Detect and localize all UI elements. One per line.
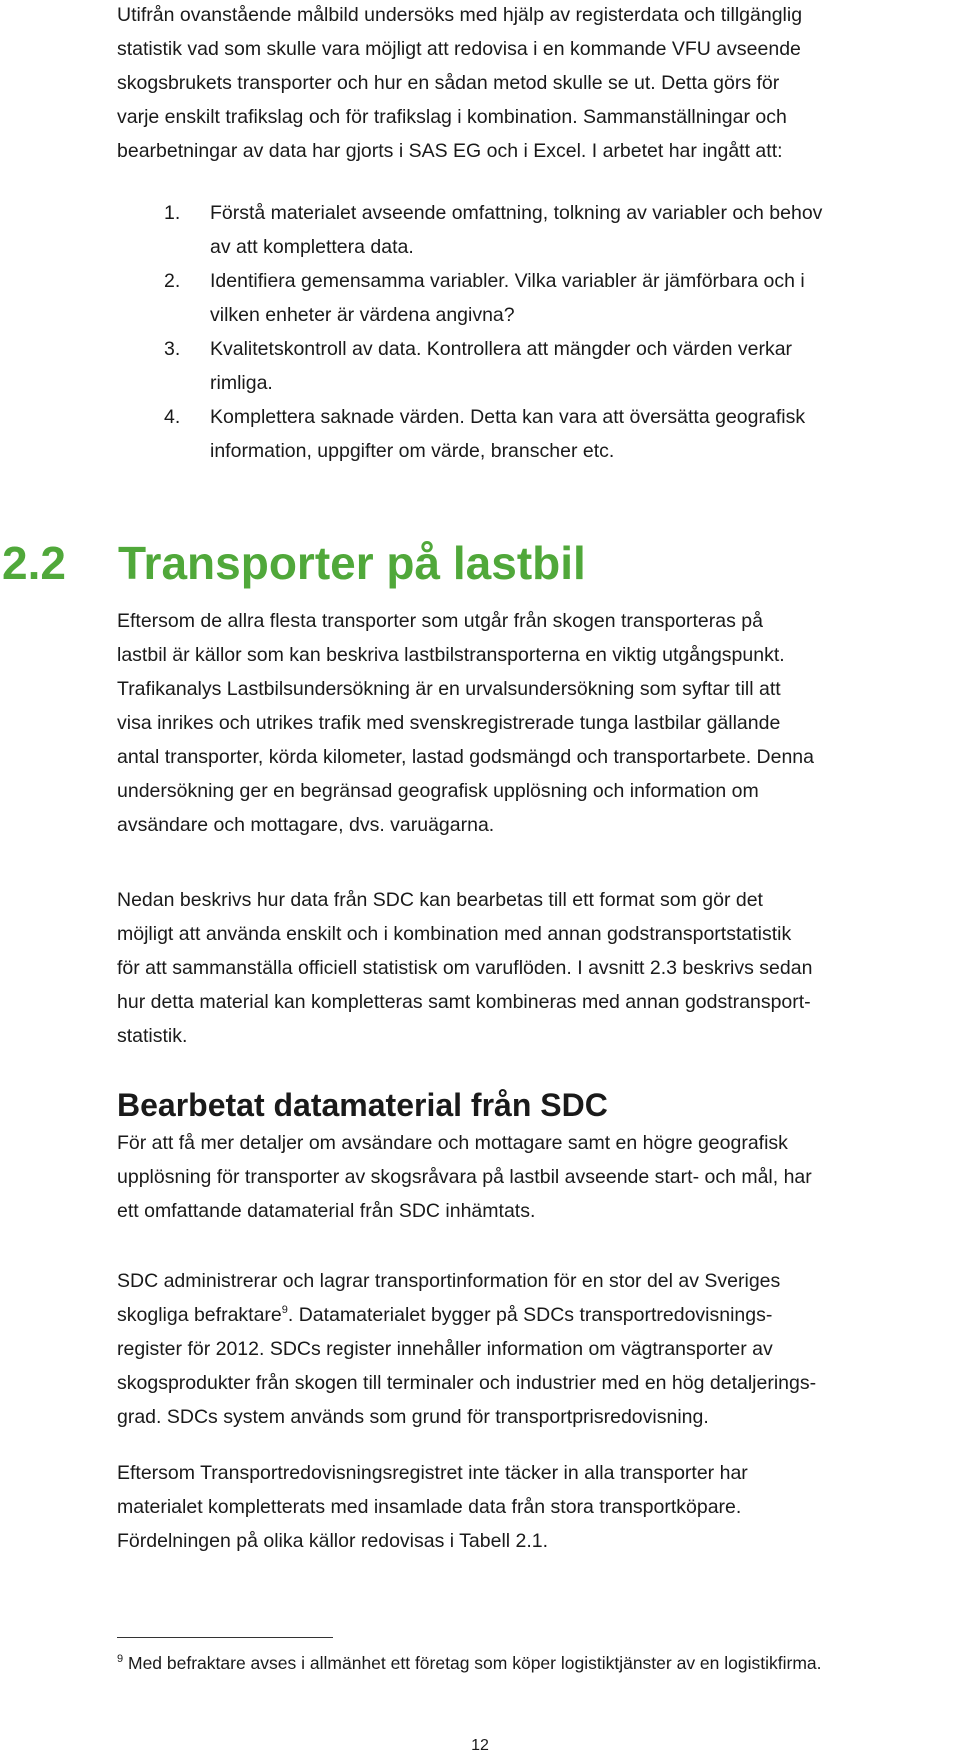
footnote-text: Med befraktare avses i allmänhet ett företag som köper logistiktjänster av en logistikfirma. <box>128 1653 822 1673</box>
text-line: antal transporter, körda kilometer, lastad godsmängd och transportarbete. Denna <box>117 746 814 768</box>
list-number: 3. <box>164 338 181 360</box>
footnote <box>117 1651 960 1675</box>
section-number: 2.2 <box>2 537 66 589</box>
paragraph-detaljer <box>117 1126 960 1228</box>
text-line: För att få mer detaljer om avsändare och mottagare samt en högre geografisk <box>117 1132 788 1154</box>
text-line: vilken enheter är värdena angivna? <box>210 304 515 326</box>
paragraph-lastbil <box>117 604 960 842</box>
paragraph-transportkopare <box>117 1456 960 1558</box>
text-line: Utifrån ovanstående målbild undersöks med hjälp av registerdata och tillgänglig <box>117 4 803 26</box>
intro-paragraph <box>117 0 960 168</box>
text-line: rimliga. <box>210 372 273 394</box>
footnote-divider <box>117 1637 333 1638</box>
text-line: hur detta material kan kompletteras samt kombineras med annan godstransport- <box>117 991 811 1013</box>
section-heading <box>2 536 586 590</box>
text-line: grad. SDCs system används som grund för transportprisredovisning. <box>117 1406 709 1428</box>
list-item <box>164 264 944 332</box>
text-line: Identifiera gemensamma variabler. Vilka variabler är jämförbara och i <box>210 270 805 292</box>
text-line: upplösning för transporter av skogsråvara på lastbil avseende start- och mål, har <box>117 1166 812 1188</box>
footnote-marker: 9 <box>117 1653 124 1665</box>
list-number: 4. <box>164 406 181 428</box>
text-line: Eftersom de allra flesta transporter som utgår från skogen transporteras på <box>117 610 763 632</box>
text-line <box>117 1298 960 1332</box>
page-number: 12 <box>471 1737 489 1754</box>
list-number: 2. <box>164 270 181 292</box>
work-steps-list <box>164 196 944 468</box>
subsection-heading: Bearbetat datamaterial från SDC <box>117 1087 608 1123</box>
text-line: Eftersom Transportredovisningsregistret inte täcker in alla transporter har <box>117 1462 748 1484</box>
list-number: 1. <box>164 202 181 224</box>
text-line: bearbetningar av data har gjorts i SAS EG och i Excel. I arbetet har ingått att: <box>117 140 783 162</box>
text-line: möjligt att använda enskilt och i kombination med annan godstransportstatistik <box>117 923 792 945</box>
text-line: statistik vad som skulle vara möjligt att redovisa i en kommande VFU avseende <box>117 38 801 60</box>
paragraph-sdc-intro <box>117 883 960 1053</box>
text-line: Nedan beskrivs hur data från SDC kan bearbetas till ett format som gör det <box>117 889 763 911</box>
text-line: skogsprodukter från skogen till terminaler och industrier med en hög detaljerings- <box>117 1372 817 1394</box>
footnote-reference[interactable]: 9 <box>281 1304 288 1316</box>
text-line: lastbil är källor som kan beskriva lastbilstransporterna en viktig utgångspunkt. <box>117 644 785 666</box>
list-item <box>164 400 944 468</box>
text-line: Fördelningen på olika källor redovisas i Tabell 2.1. <box>117 1530 549 1552</box>
text-line: av att komplettera data. <box>210 236 414 258</box>
text-line: Kvalitetskontroll av data. Kontrollera att mängder och värden verkar <box>210 338 793 360</box>
text-span: . Datamaterialet bygger på SDCs transportredovisnings- <box>287 1304 773 1326</box>
text-line: ett omfattande datamaterial från SDC inhämtats. <box>117 1200 536 1222</box>
text-line: skogsbrukets transporter och hur en sådan metod skulle se ut. Detta görs för <box>117 72 780 94</box>
list-item <box>164 332 944 400</box>
paragraph-sdc-register <box>117 1264 960 1434</box>
text-line: avsändare och mottagare, dvs. varuägarna. <box>117 814 495 836</box>
list-item <box>164 196 944 264</box>
text-line: register för 2012. SDCs register innehåller information om vägtransporter av <box>117 1338 773 1360</box>
text-line: undersökning ger en begränsad geografisk upplösning och information om <box>117 780 759 802</box>
text-span: skogliga befraktare <box>117 1304 282 1326</box>
text-line: varje enskilt trafikslag och för trafikslag i kombination. Sammanställningar och <box>117 106 787 128</box>
section-title: Transporter på lastbil <box>118 537 586 589</box>
text-line: för att sammanställa officiell statistisk om varuflöden. I avsnitt 2.3 beskrivs sedan <box>117 957 813 979</box>
text-line: materialet kompletterats med insamlade data från stora transportköpare. <box>117 1496 742 1518</box>
text-line: Trafikanalys Lastbilsundersökning är en urvalsundersökning som syftar till att <box>117 678 781 700</box>
text-line: SDC administrerar och lagrar transportinformation för en stor del av Sveriges <box>117 1270 781 1292</box>
text-line: Förstå materialet avseende omfattning, tolkning av variabler och behov <box>210 202 823 224</box>
text-line: visa inrikes och utrikes trafik med svenskregistrerade tunga lastbilar gällande <box>117 712 781 734</box>
text-line: statistik. <box>117 1025 188 1047</box>
text-line: Komplettera saknade värden. Detta kan vara att översätta geografisk <box>210 406 806 428</box>
text-line: information, uppgifter om värde, branscher etc. <box>210 440 615 462</box>
